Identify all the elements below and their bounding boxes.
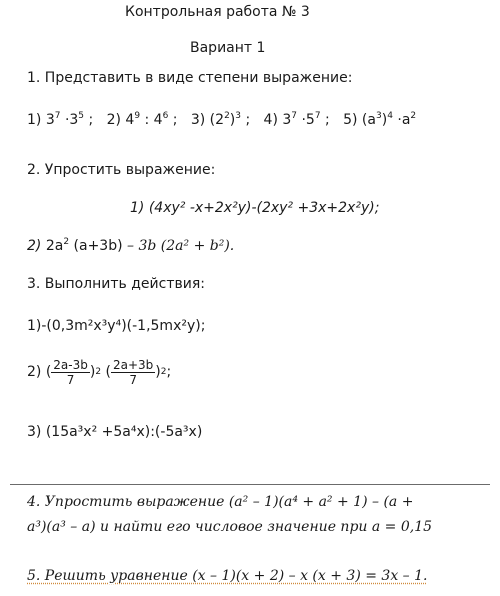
fraction-1: $\frac{2a-3b}{7}$ bbox=[53, 357, 88, 387]
fraction-2: $\frac{2a+3b}{7}$ bbox=[113, 357, 154, 387]
worksheet-title: Контрольная работа № 3 bbox=[125, 4, 310, 20]
task4-line-1: 4. Упростить выражение (a² – 1)(a⁴ + a² + 1) – (a + bbox=[27, 494, 414, 510]
task2-item-1: 1) (4xy² -x+2x²y)-(2xy² +3x+2x²y); bbox=[130, 200, 380, 216]
task1-heading: 1. Представить в виде степени выражение: bbox=[27, 70, 353, 86]
section-divider bbox=[10, 484, 490, 485]
task1-item-1: 1) $3^7 \cdot 3^5$ ; bbox=[27, 111, 94, 128]
task2-heading: 2. Упростить выражение: bbox=[27, 162, 216, 178]
task3-item-1: 1)-(0,3m²x³y⁴)(-1,5mx²y); bbox=[27, 318, 206, 334]
task4-line-2: a³)(a³ – a) и найти его числовое значение при a = 0,15 bbox=[27, 519, 433, 535]
task1-item-4: 4) $3^7 \cdot 5^7$ ; bbox=[263, 111, 330, 128]
task3-heading: 3. Выполнить действия: bbox=[27, 276, 205, 292]
task1-items bbox=[27, 112, 416, 128]
task3-item-3: 3) (15a³x² +5a⁴x):(-5a³x) bbox=[27, 424, 203, 440]
task5-text: 5. Решить уравнение (x – 1)(x + 2) – x (x + 3) = 3x – 1. bbox=[27, 568, 428, 584]
task3-item-2: 2) ( $\frac{2a-3b}{7}$ ) 2 ( $\frac{2a+3b}{7}$ ) 2 ; bbox=[27, 357, 172, 387]
variant-label: Вариант 1 bbox=[190, 40, 266, 56]
task1-item-5: 5) $(a^3)^4 \cdot a^2$ bbox=[343, 111, 417, 128]
task2-item-2: 2) $2a^2$ (a+3b) – 3b (2a² + b²). bbox=[27, 237, 235, 254]
task1-item-2: 2) $4^9$ : $4^6$ ; bbox=[106, 111, 178, 128]
task1-item-3: 3) $(2^2)^3$ ; bbox=[190, 111, 251, 128]
